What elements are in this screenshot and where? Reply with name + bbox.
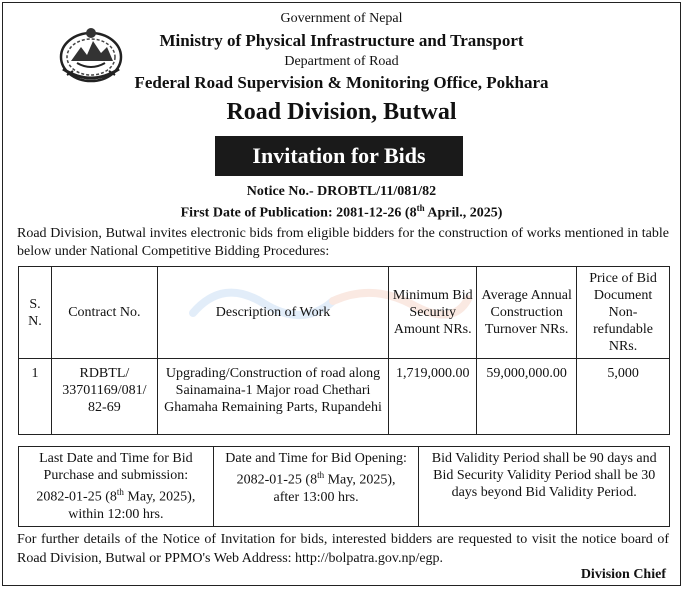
ministry-name: Ministry of Physical Infrastructure and Transport [159, 31, 524, 50]
cell-description: Upgrading/Construction of road along Sainamaina-1 Major road Chethari Ghamaha Remaining Parts, Rupandehi [157, 359, 388, 435]
cell-security: 1,719,000.00 [389, 359, 477, 435]
col-header-price: Price of Bid Document Non-refundable NRs. [577, 267, 670, 359]
table-row [19, 359, 670, 435]
col-header-description: Description of Work [157, 267, 388, 359]
bid-purchase-deadline: Last Date and Time for Bid Purchase and submission: 2082-01-25 (8th May, 2025), within 12:00 hrs. [19, 447, 214, 527]
col-header-sn: S. N. [19, 267, 52, 359]
publication-date: First Date of Publication: 2081-12-26 (8th April., 2025) [180, 203, 503, 221]
cell-turnover: 59,000,000.00 [477, 359, 577, 435]
cell-sn: 1 [19, 359, 52, 435]
government-name: Government of Nepal [280, 11, 403, 26]
office-name: Federal Road Supervision & Monitoring Office, Pokhara [134, 73, 549, 92]
footer-paragraph: For further details of the Notice of Invitation for bids, interested bidders are requested to visit the notice board of Road Division, Butwal or PPMO's Web Address: http://bolpatra.gov.np/egp. [17, 532, 669, 566]
cell-price: 5,000 [577, 359, 670, 435]
cell-contract: RDBTL/ 33701169/081/ 82-69 [51, 359, 157, 435]
bid-validity: Bid Validity Period shall be 90 days and Bid Security Validity Period shall be 30 days beyond Bid Validity Period. [419, 447, 670, 527]
signatory: Division Chief [580, 567, 666, 582]
intro-paragraph: Road Division, Butwal invites electronic bids from eligible bidders for the construction of works mentioned in table below under National Competitive Bidding Procedures: [17, 226, 669, 259]
works-table [18, 266, 670, 435]
notice-number: Notice No.- DROBTL/11/081/82 [246, 184, 437, 199]
department-name: Department of Road [284, 54, 399, 69]
col-header-contract: Contract No. [51, 267, 157, 359]
col-header-security: Minimum Bid Security Amount NRs. [389, 267, 477, 359]
col-header-turnover: Average Annual Construction Turnover NRs. [477, 267, 577, 359]
table-header-row [19, 267, 670, 359]
division-name: Road Division, Butwal [226, 99, 457, 125]
dates-row [19, 447, 670, 527]
bid-opening-date: Date and Time for Bid Opening: 2082-01-25 (8th May, 2025), after 13:00 hrs. [213, 447, 419, 527]
dates-table [18, 446, 670, 527]
page-title: Invitation for Bids [215, 136, 463, 176]
notice-page [2, 2, 681, 586]
